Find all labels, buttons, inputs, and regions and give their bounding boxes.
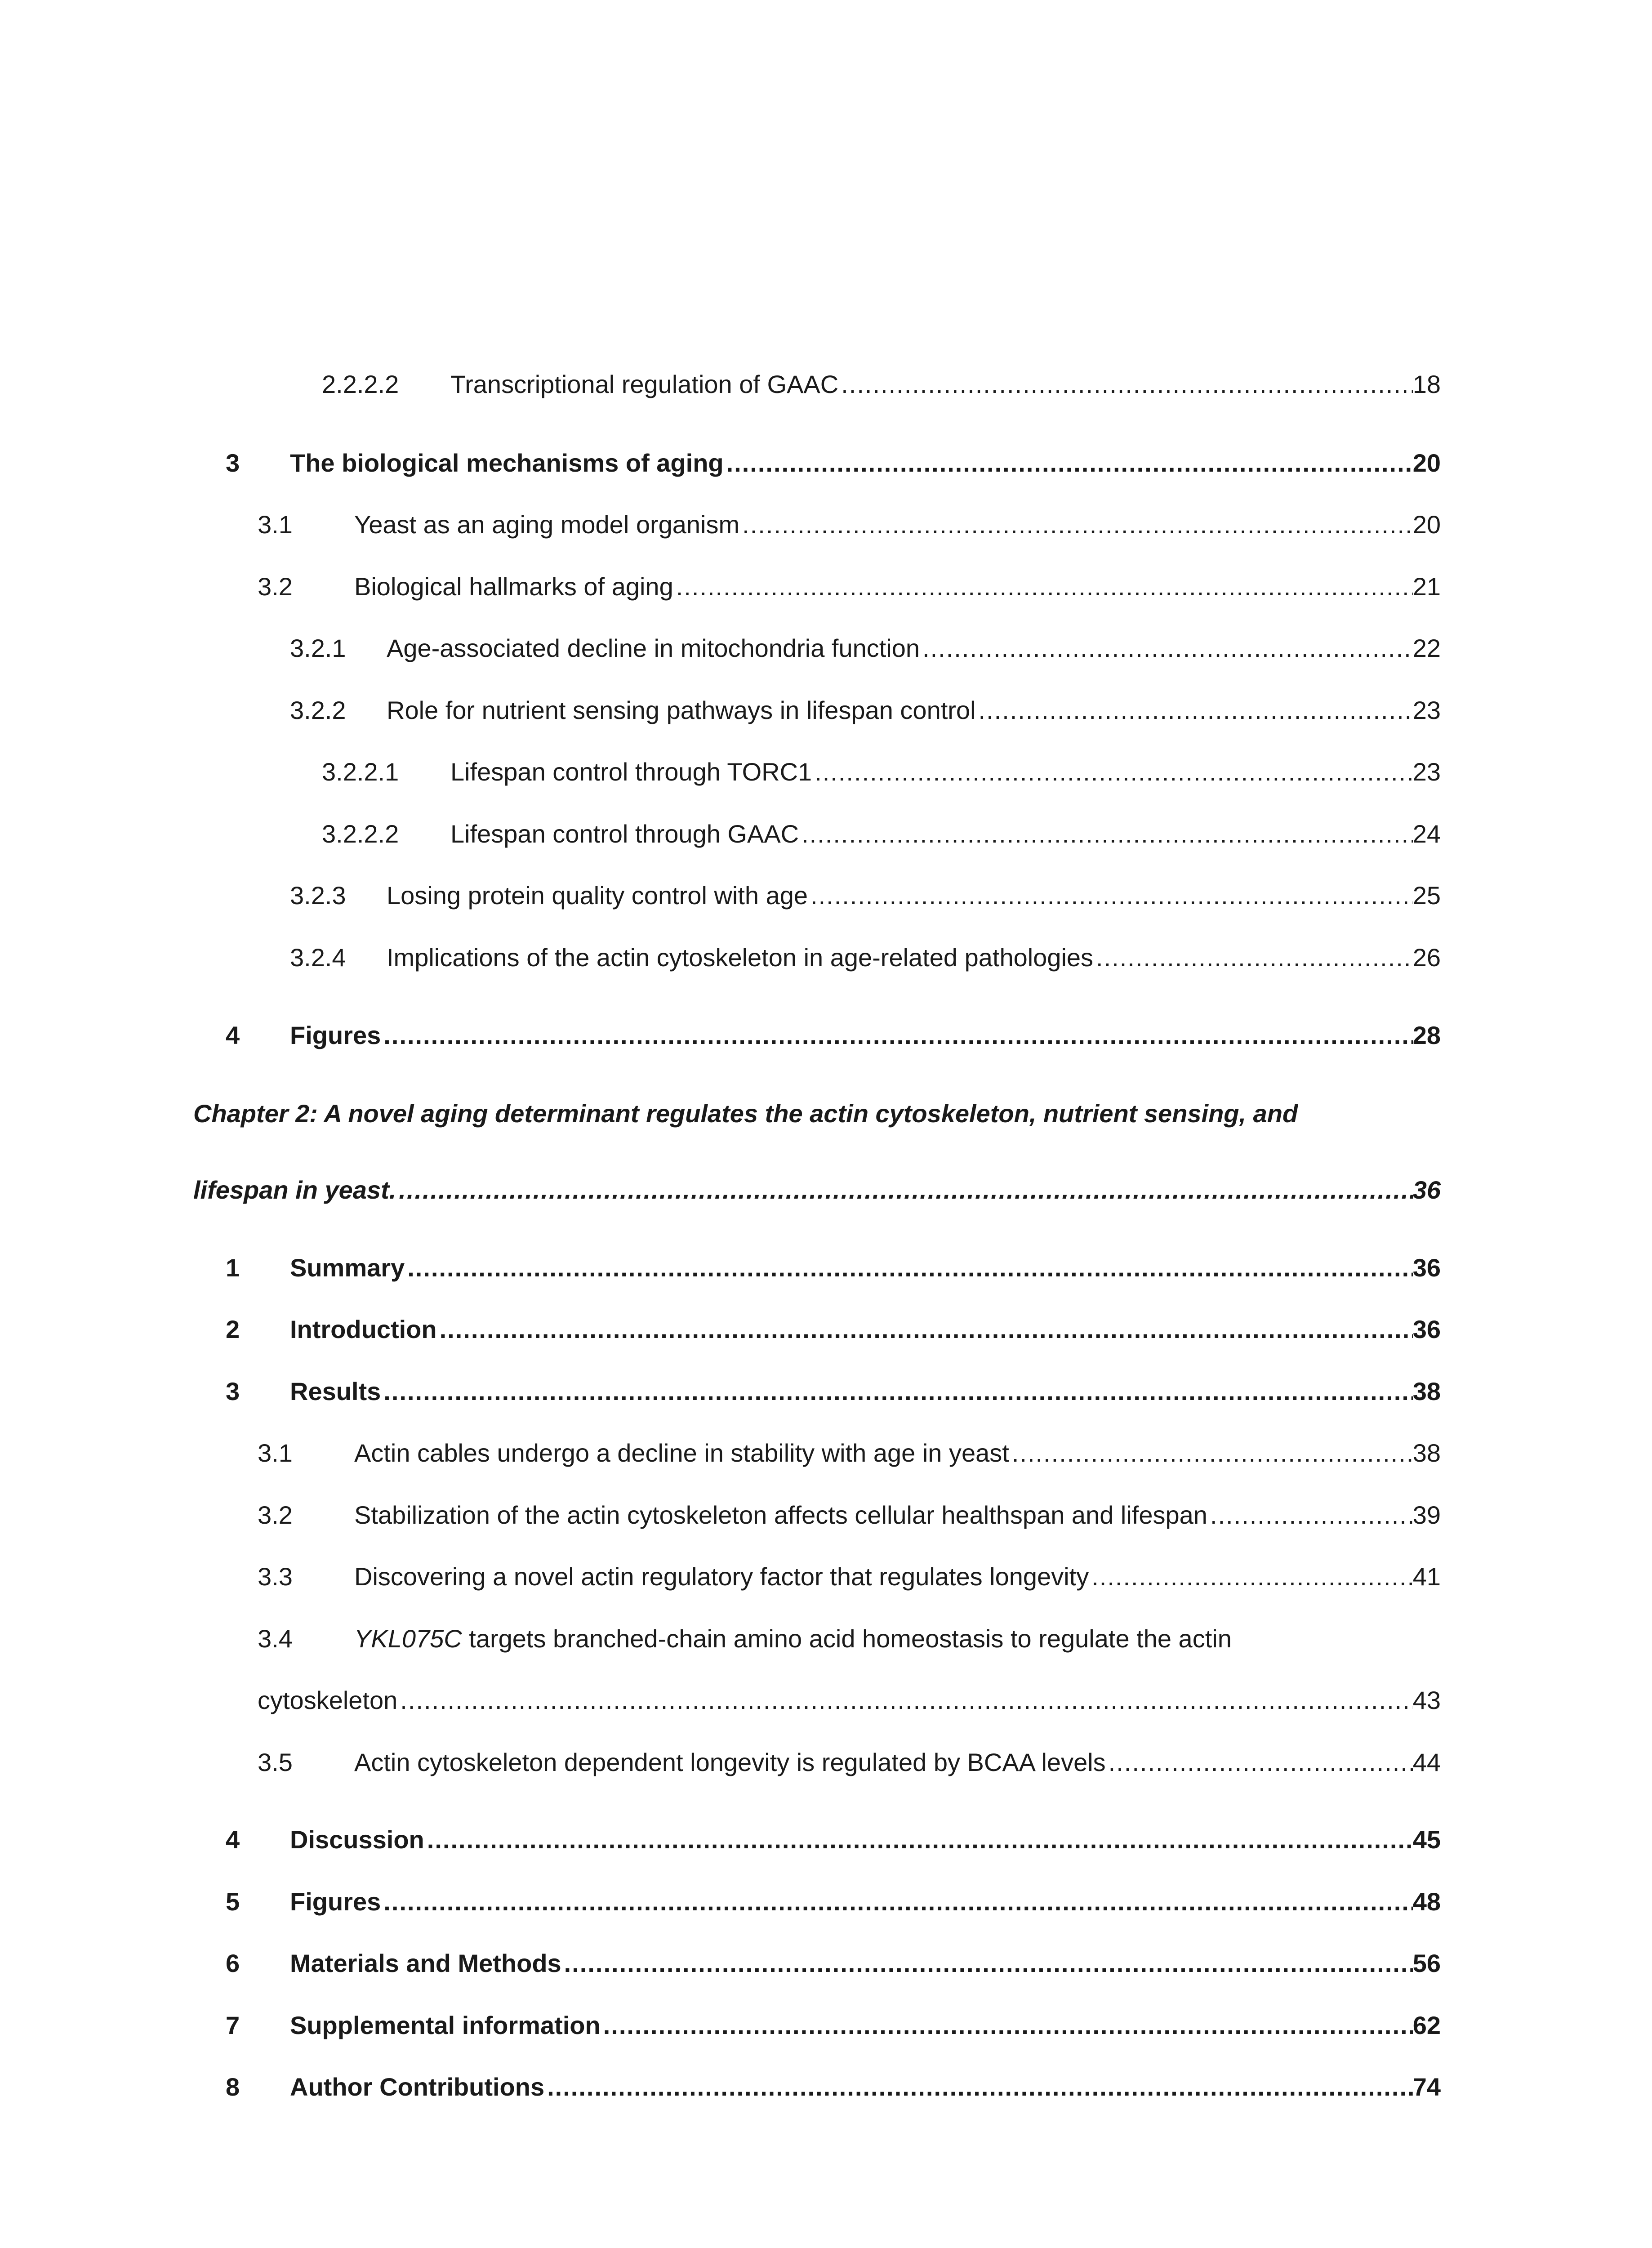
toc-entry-number: 2.2.2.2 [322,370,399,398]
dot-leader [381,1371,1412,1412]
toc-entry-title: Losing protein quality control with age [387,881,808,910]
chapter-heading-line1[interactable]: Chapter 2: A novel aging determinant regulates the actin cytoskeleton, nutrient sensing, and [193,1099,1298,1128]
toc-entry[interactable] [193,1371,1441,1412]
toc-entry-number: 3.2.2.1 [322,758,399,786]
toc-entry[interactable] [193,690,1441,731]
toc-entry-title: Supplemental information [290,2011,601,2039]
toc-entry-page: 24 [1412,820,1441,848]
toc-entry-number: 2 [226,1315,240,1343]
toc-entry-number: 3.2.3 [290,881,346,910]
toc-entry-page: 38 [1412,1377,1441,1405]
toc-entry[interactable] [193,364,1441,405]
toc-entry-number: 3.2.2 [290,696,346,724]
toc-entry-number: 4 [226,1021,240,1049]
toc-entry-page: 23 [1412,696,1441,724]
toc-entry[interactable] [193,504,1441,545]
toc-entry-page: 45 [1412,1825,1441,1854]
toc-entry-number: 7 [226,2011,240,2039]
toc-entry-title: Discovering a novel actin regulatory factor that regulates longevity [354,1562,1089,1591]
toc-entry-title-cont: cytoskeleton [258,1686,398,1714]
toc-entry[interactable] [193,628,1441,669]
toc-entry-page: 20 [1412,449,1441,477]
toc-entry-title: Stabilization of the actin cytoskeleton affects cellular healthspan and lifespan [354,1501,1207,1529]
toc-entry[interactable] [193,1557,1441,1597]
toc-entry-number: 3.2 [258,572,293,601]
toc-entry[interactable] [193,1882,1441,1922]
toc-entry-title: Author Contributions [290,2073,545,2101]
toc-entry-number: 8 [226,2073,240,2101]
toc-entry-page: 18 [1412,370,1441,398]
toc-entry-page: 36 [1412,1176,1441,1204]
toc-entry-page: 41 [1412,1562,1441,1591]
toc-entry-page: 36 [1412,1315,1441,1343]
toc-entry[interactable] [193,1015,1441,1056]
toc-entry-title: Figures [290,1021,381,1049]
toc-entry[interactable] [193,1309,1441,1350]
dot-leader [724,443,1413,483]
toc-entry-wrapped[interactable] [258,1619,1232,1659]
dot-leader [976,690,1413,731]
gene-name: YKL075C [354,1624,462,1653]
toc-entry-number: 5 [226,1887,240,1916]
toc-entry-page: 43 [1412,1686,1441,1714]
toc-entry-page: 25 [1412,881,1441,910]
dot-leader [1106,1742,1413,1783]
toc-entry-page: 36 [1412,1253,1441,1282]
toc-entry-page: 74 [1412,2073,1441,2101]
toc-entry-continuation[interactable] [193,1680,1441,1721]
toc-entry-title: Figures [290,1887,381,1916]
toc-entry-page: 21 [1412,572,1441,601]
toc-entry-number: 3 [226,1377,240,1405]
toc-entry[interactable] [193,2067,1441,2107]
toc-entry-title: Lifespan control through TORC1 [450,758,812,786]
toc-entry-number: 3.3 [258,1562,293,1591]
toc-entry-number: 3.4 [258,1624,293,1653]
toc-entry-title: Materials and Methods [290,1949,561,1977]
toc-entry-title: Role for nutrient sensing pathways in lifespan control [387,696,976,724]
toc-entry-title: Age-associated decline in mitochondria function [387,634,920,662]
toc-entry-page: 56 [1412,1949,1441,1977]
chapter-heading-line2: lifespan in yeast. [193,1176,396,1204]
dot-leader [544,2067,1413,2107]
dot-leader [1207,1495,1413,1535]
toc-entry[interactable] [193,1495,1441,1535]
toc-entry[interactable] [193,814,1441,854]
dot-leader [437,1309,1413,1350]
dot-leader [799,814,1413,854]
toc-entry-title: Introduction [290,1315,437,1343]
toc-entry-title: Biological hallmarks of aging [354,572,673,601]
dot-leader [405,1248,1412,1288]
toc-entry-page: 62 [1412,2011,1441,2039]
toc-entry-number: 3.2 [258,1501,293,1529]
toc-entry[interactable] [193,1248,1441,1288]
dot-leader [673,566,1413,607]
dot-leader [381,1015,1412,1056]
table-of-contents [193,0,1441,2248]
dot-leader [920,628,1413,669]
toc-entry[interactable] [193,752,1441,792]
toc-entry[interactable] [193,1742,1441,1783]
dot-leader [601,2005,1413,2046]
toc-entry-title: Actin cytoskeleton dependent longevity is regulated by BCAA levels [354,1748,1106,1776]
toc-entry-title: Results [290,1377,381,1405]
chapter-heading-entry[interactable] [193,1170,1441,1210]
dot-leader [1089,1557,1413,1597]
toc-entry-page: 20 [1412,510,1441,539]
toc-entry[interactable] [193,1820,1441,1860]
toc-entry-number: 3 [226,449,240,477]
toc-entry-number: 1 [226,1253,240,1282]
dot-leader [381,1882,1412,1922]
dot-leader [812,752,1413,792]
toc-entry-page: 38 [1412,1439,1441,1467]
toc-entry-title: Implications of the actin cytoskeleton in age-related pathologies [387,943,1094,972]
toc-entry-page: 44 [1412,1748,1441,1776]
toc-entry-title: Summary [290,1253,405,1282]
toc-entry-title: Transcriptional regulation of GAAC [450,370,839,398]
toc-entry-number: 3.2.4 [290,943,346,972]
dot-leader [739,504,1413,545]
toc-entry-page: 26 [1412,943,1441,972]
toc-entry-number: 3.1 [258,510,293,539]
toc-entry-title: Yeast as an aging model organism [354,510,740,539]
toc-entry-number: 3.2.2.2 [322,820,399,848]
toc-entry-title: The biological mechanisms of aging [290,449,724,477]
toc-entry-number: 6 [226,1949,240,1977]
dot-leader [838,364,1412,405]
toc-entry-title: Actin cables undergo a decline in stability with age in yeast [354,1439,1009,1467]
dot-leader [396,1170,1412,1210]
toc-entry[interactable] [193,875,1441,916]
toc-entry-number: 3.5 [258,1748,293,1776]
toc-entry[interactable] [193,1943,1441,1984]
toc-entry-number: 3.1 [258,1439,293,1467]
dot-leader [561,1943,1413,1984]
toc-entry-number: 3.2.1 [290,634,346,662]
dot-leader [424,1820,1413,1860]
toc-entry-title: Lifespan control through GAAC [450,820,799,848]
toc-entry-page: 48 [1412,1887,1441,1916]
dot-leader [808,875,1413,916]
dot-leader [1093,937,1413,978]
toc-entry-page: 28 [1412,1021,1441,1049]
toc-entry-number: 4 [226,1825,240,1854]
toc-entry-title: targets branched-chain amino acid homeostasis to regulate the actin [462,1624,1232,1653]
dot-leader [397,1680,1412,1721]
toc-entry[interactable] [193,443,1441,483]
toc-entry-page: 23 [1412,758,1441,786]
toc-entry[interactable] [193,2005,1441,2046]
dot-leader [1009,1433,1413,1473]
toc-entry[interactable] [193,937,1441,978]
toc-entry-title: Discussion [290,1825,424,1854]
toc-entry[interactable] [193,566,1441,607]
toc-entry-page: 39 [1412,1501,1441,1529]
toc-entry[interactable] [193,1433,1441,1473]
toc-entry-page: 22 [1412,634,1441,662]
